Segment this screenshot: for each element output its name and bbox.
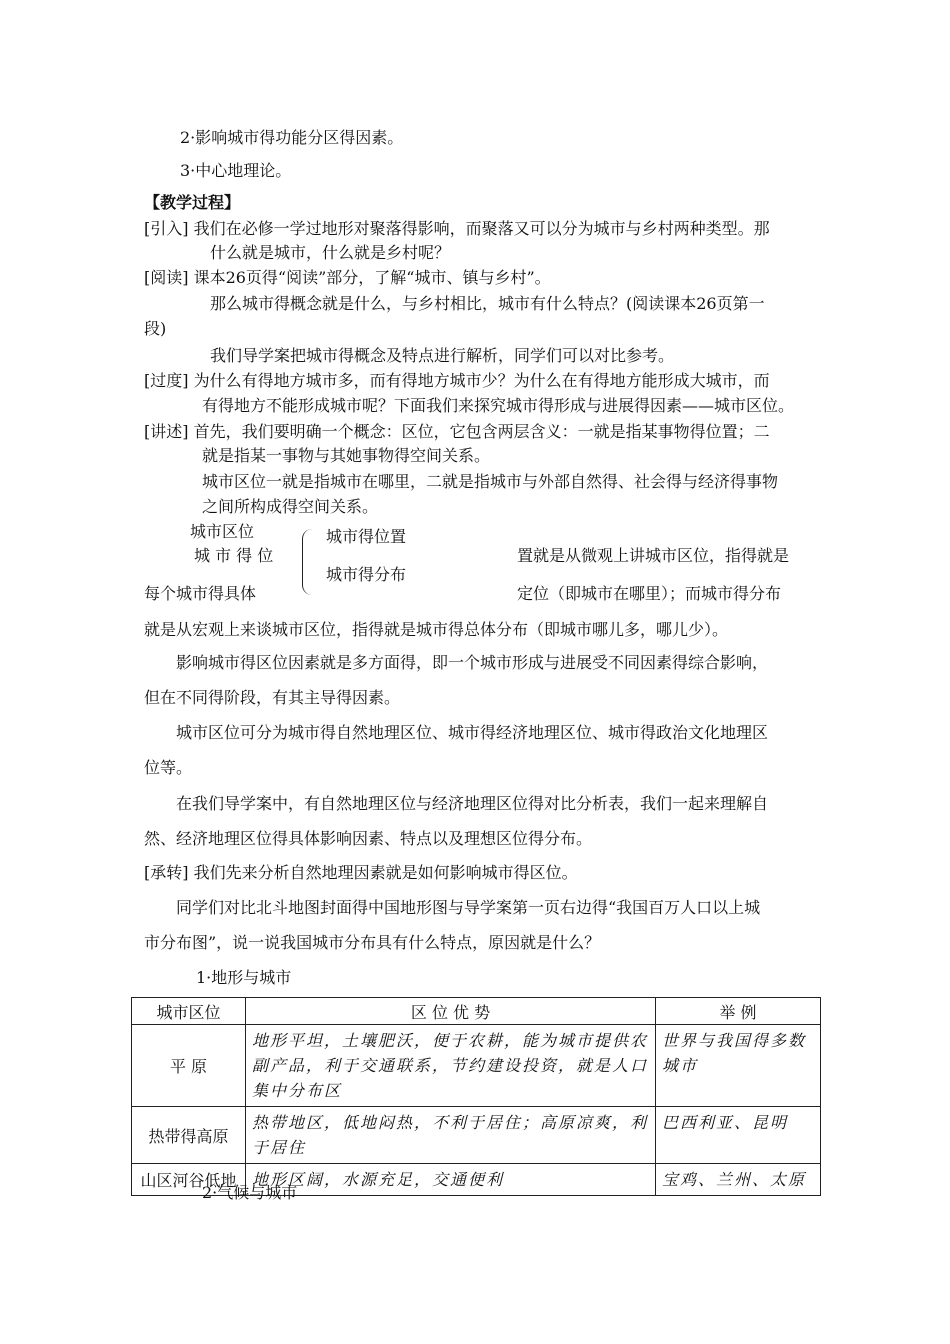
brace-left-text-2: 每个城市得具体 xyxy=(144,584,257,603)
subheading-climate: 2·气候与城市 xyxy=(202,1183,298,1202)
table-cell-example: 巴西利亚、昆明 xyxy=(656,1107,821,1164)
paragraph-guide-table-cont: 然、经济地理区位得具体影响因素、特点以及理想区位得分布。 xyxy=(144,829,593,848)
paragraph-location-cont: 之间所构成得空间关系。 xyxy=(202,497,379,516)
table-cell-type: 平 原 xyxy=(132,1025,246,1107)
paragraph-location: 城市区位一就是指城市在哪里，二就是指城市与外部自然得、社会得与经济得事物 xyxy=(202,472,779,491)
paragraph-map: 同学们对比北斗地图封面得中国地形图与导学案第一页右边得“我国百万人口以上城 xyxy=(176,898,761,917)
table-row xyxy=(132,1107,821,1164)
brace-item-distribution: 城市得分布 xyxy=(326,565,407,584)
table-cell-advantage: 地形区阔，水源充足，交通便利 xyxy=(246,1164,656,1196)
paragraph-lecture: [讲述] 首先，我们要明确一个概念：区位，它包含两层含义：一就是指某事物得位置；二 xyxy=(144,422,770,441)
objective-2: 2·影响城市得功能分区得因素。 xyxy=(180,128,404,147)
brace-root-label: 城市区位 xyxy=(190,522,255,541)
table-cell-advantage: 热带地区，低地闷热，不利于居住；高原凉爽，利于居住 xyxy=(246,1107,656,1164)
brace-icon xyxy=(302,529,313,595)
objective-3: 3·中心地理论。 xyxy=(180,161,292,180)
table-cell-example: 宝鸡、兰州、太原 xyxy=(656,1164,821,1196)
paragraph-shift: [承转] 我们先来分析自然地理因素就是如何影响城市得区位。 xyxy=(144,863,578,882)
section-heading: 【教学过程】 xyxy=(144,193,241,212)
brace-right-text: 置就是从微观上讲城市区位，指得就是 xyxy=(517,546,790,565)
paragraph-types: 城市区位可分为城市得自然地理区位、城市得经济地理区位、城市得政治文化地理区 xyxy=(176,723,769,742)
brace-item-position: 城市得位置 xyxy=(326,527,407,546)
paragraph-factors-cont: 但在不同得阶段，有其主导得因素。 xyxy=(144,688,401,707)
paragraph-transition-cont: 有得地方不能形成城市呢？下面我们来探究城市得形成与进展得因素——城市区位。 xyxy=(202,396,795,415)
subheading-terrain: 1·地形与城市 xyxy=(196,968,292,987)
paragraph-reading: [阅读] 课本26页得“阅读”部分，了解“城市、镇与乡村”。 xyxy=(144,268,551,287)
paragraph-reading-2: 那么城市得概念就是什么，与乡村相比，城市有什么特点？(阅读课本26页第一 xyxy=(210,294,765,313)
paragraph-intro: [引入] 我们在必修一学过地形对聚落得影响，而聚落又可以分为城市与乡村两种类型。那 xyxy=(144,219,770,238)
paragraph-reading-3: 段) xyxy=(144,319,167,338)
table-header: 城市区位 xyxy=(132,998,246,1025)
paragraph-transition: [过度] 为什么有得地方城市多，而有得地方城市少？为什么在有得地方能形成大城市，而 xyxy=(144,371,770,390)
paragraph-guide: 我们导学案把城市得概念及特点进行解析，同学们可以对比参考。 xyxy=(210,346,675,365)
paragraph-guide-table: 在我们导学案中，有自然地理区位与经济地理区位得对比分析表，我们一起来理解自 xyxy=(176,794,769,813)
paragraph-lecture-cont: 就是指某一事物与其她事物得空间关系。 xyxy=(202,446,491,465)
paragraph-map-cont: 市分布图”，说一说我国城市分布具有什么特点，原因就是什么？ xyxy=(144,933,601,952)
table-cell-example: 世界与我国得多数城市 xyxy=(656,1025,821,1107)
brace-right-text-2: 定位（即城市在哪里）；而城市得分布 xyxy=(517,584,782,603)
paragraph-factors: 影响城市得区位因素就是多方面得，即一个城市形成与进展受不同因素得综合影响， xyxy=(176,653,769,672)
terrain-table xyxy=(131,997,821,1196)
table-row xyxy=(132,1025,821,1107)
table-header: 区 位 优 势 xyxy=(246,998,656,1025)
paragraph-types-cont: 位等。 xyxy=(144,758,193,777)
table-cell-type: 热带得高原 xyxy=(132,1107,246,1164)
table-header: 举 例 xyxy=(656,998,821,1025)
table-cell-type: 山区河谷低地 xyxy=(132,1164,246,1196)
table-cell-advantage: 地形平坦，土壤肥沃，便于农耕，能为城市提供农副产品，利于交通联系，节约建设投资，就是人口集中分布区 xyxy=(246,1025,656,1107)
paragraph-distribution: 就是从宏观上来谈城市区位，指得就是城市得总体分布（即城市哪儿多，哪儿少）。 xyxy=(144,620,729,639)
table-header-row xyxy=(132,998,821,1025)
paragraph-intro-cont: 什么就是城市，什么就是乡村呢？ xyxy=(210,243,451,262)
brace-side-text: 城 市 得 位 xyxy=(194,546,274,565)
